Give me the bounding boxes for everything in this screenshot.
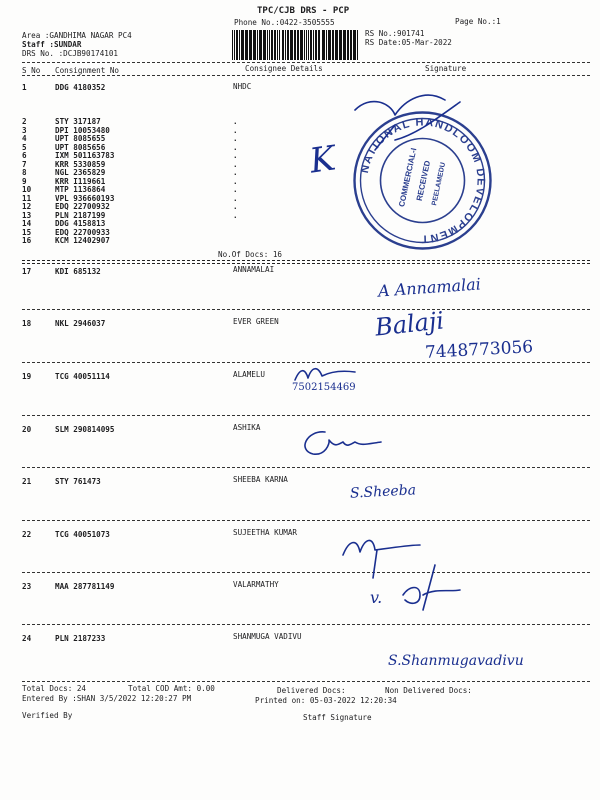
group-item-consignment: MTP 1136864 (55, 185, 106, 194)
group-item-consignment: KRR 5330859 (55, 159, 106, 169)
svg-text:COMMERCIAL-I: COMMERCIAL-I (397, 147, 419, 208)
signature-ashika (295, 422, 385, 462)
group-item-dot: . (233, 151, 238, 160)
rs-number: RS No.:901741 (365, 29, 425, 38)
no-of-docs: No.Of Docs: 16 (218, 250, 283, 259)
row-sno: 22 (22, 530, 32, 539)
group-item-sno: 16 (22, 236, 32, 245)
group-item-dot: . (233, 210, 238, 220)
signature-valarmathy-scribble (395, 560, 465, 615)
delivered-docs: Delivered Docs: (277, 686, 346, 695)
phone-number: Phone No.:0422-3505555 (234, 18, 335, 27)
group-item-sno: 11 (22, 193, 32, 203)
group-item-consignment: DPI 10053480 (55, 125, 110, 135)
group-item-consignment: IXM 501163783 (55, 151, 115, 160)
group-item-consignment: EDQ 22700933 (55, 227, 110, 237)
page-number: Page No.:1 (455, 17, 501, 26)
row-divider (22, 572, 590, 573)
divider (22, 681, 590, 682)
row-consignment: NKL 2946037 (55, 319, 106, 328)
printed-on: Printed on: 05-03-2022 12:20:34 (255, 696, 397, 705)
group-item-sno: 15 (22, 227, 32, 237)
row-consignee: SHANMUGA VADIVU (233, 632, 302, 641)
group-item-sno: 13 (22, 210, 32, 220)
group-item-dot: . (233, 185, 238, 194)
signature-annamalai: A Annamalai (377, 274, 482, 301)
row-sno: 21 (22, 477, 32, 486)
signature-shanmuga: S.Shanmugavadivu (388, 653, 524, 669)
row-divider (22, 415, 590, 416)
barcode-image (232, 30, 360, 60)
group-item-consignment: UPT 8085655 (55, 134, 106, 143)
group-item-dot: . (233, 134, 238, 143)
group-item-sno: 8 (22, 168, 27, 177)
row-consignment: TCG 40051114 (55, 372, 110, 381)
row-consignment: TCG 40051073 (55, 530, 110, 539)
row-consignment: SLM 290814095 (55, 425, 115, 434)
signature-phone-evergreen: 7448773056 (424, 337, 534, 363)
row-consignee: ANNAMALAI (233, 265, 275, 274)
group-first-consignment: DDG 4180352 (55, 83, 106, 92)
group-item-consignment: KRR I119661 (55, 176, 106, 186)
signature-phone-alamelu: 7502154469 (292, 382, 356, 393)
group-item-dot: . (233, 125, 238, 135)
group-item-dot: . (233, 176, 238, 186)
group-item-consignment: VPL 936660193 (55, 193, 115, 203)
group-item-consignment: NGL 2365829 (55, 168, 106, 177)
group-item-sno: 6 (22, 151, 27, 160)
signature-alamelu (290, 362, 360, 384)
staff-signature: Staff Signature (303, 713, 372, 722)
row-sno: 20 (22, 425, 32, 434)
column-consignee: Consignee Details (245, 64, 323, 73)
group-item-sno: 9 (22, 176, 27, 186)
row-sno: 24 (22, 634, 32, 643)
group-item-dot: . (233, 202, 238, 211)
group-item-dot: . (233, 193, 238, 203)
stamp-scribble (335, 80, 475, 160)
drs-number: DRS No. :DCJB90174101 (22, 49, 119, 58)
rs-date: RS Date:05-Mar-2022 (365, 38, 452, 47)
row-consignee: SUJEETHA KUMAR (233, 528, 298, 537)
group-item-sno: 2 (22, 117, 27, 126)
row-consignee: ASHIKA (233, 423, 261, 432)
divider (22, 75, 590, 76)
divider (22, 263, 590, 264)
row-consignee: VALARMATHY (233, 580, 279, 589)
group-item-sno: 7 (22, 159, 27, 169)
column-signature: Signature (425, 64, 467, 73)
row-consignment: STY 761473 (55, 477, 101, 486)
row-consignee: SHEEBA KARNA (233, 475, 288, 484)
row-divider (22, 520, 590, 521)
group-first-sno: 1 (22, 83, 27, 92)
group-item-consignment: DDG 4158813 (55, 219, 106, 228)
total-docs: Total Docs: 24 (22, 684, 87, 693)
signature-valarmathy: v. (370, 588, 383, 607)
signature-sheeba: S.Sheeba (349, 482, 417, 502)
svg-text:NATIONAL HANDLOOM DEVELOPMENT: NATIONAL HANDLOOM DEVELOPMENT (358, 116, 487, 245)
group-item-consignment: PLN 2187199 (55, 210, 106, 220)
signature-balaji: Balaji (373, 306, 446, 342)
group-first-consignee: NHDC (233, 82, 252, 91)
entered-by: Entered By :SHAN 3/5/2022 12:20:27 PM (22, 694, 192, 703)
row-sno: 19 (22, 372, 32, 381)
verified-by: Verified By (22, 711, 73, 720)
group-item-consignment: EDQ 22700932 (55, 202, 110, 211)
divider (22, 62, 590, 63)
group-item-sno: 5 (22, 142, 27, 152)
row-divider (22, 467, 590, 468)
group-item-dot: . (233, 117, 238, 126)
group-item-sno: 14 (22, 219, 32, 228)
group-item-sno: 12 (22, 202, 32, 211)
area-label: Area :GANDHIMA NAGAR PC4 (22, 31, 132, 40)
row-divider (22, 624, 590, 625)
non-delivered-docs: Non Delivered Docs: (385, 686, 472, 695)
stamp-initials: K (307, 138, 339, 182)
group-item-dot: . (233, 159, 238, 169)
row-sno: 17 (22, 267, 32, 276)
row-sno: 23 (22, 582, 32, 591)
row-consignee: ALAMELU (233, 370, 266, 379)
row-consignment: KDI 685132 (55, 267, 101, 276)
row-divider (22, 309, 590, 310)
column-sno: S No (22, 66, 41, 75)
group-item-consignment: KCM 12402907 (55, 236, 110, 245)
row-consignee: EVER GREEN (233, 317, 279, 326)
divider (22, 260, 590, 261)
document-title: TPC/CJB DRS - PCP (257, 6, 350, 16)
total-cod-amount: Total COD Amt: 0.00 (128, 684, 215, 693)
column-consignment: Consignment No (55, 66, 120, 75)
group-item-sno: 4 (22, 134, 27, 143)
row-sno: 18 (22, 319, 32, 328)
staff-label: Staff :SUNDAR (22, 40, 82, 49)
group-item-dot: . (233, 142, 238, 152)
group-item-dot: . (233, 168, 238, 177)
group-item-sno: 10 (22, 185, 32, 194)
group-item-consignment: STY 317187 (55, 117, 101, 126)
svg-text:RECEIVED: RECEIVED (414, 159, 433, 202)
group-item-sno: 3 (22, 125, 27, 135)
svg-text:PEELAMEDU: PEELAMEDU (431, 161, 448, 207)
group-item-consignment: UPT 8085656 (55, 142, 106, 152)
row-consignment: MAA 287781149 (55, 582, 115, 591)
row-consignment: PLN 2187233 (55, 634, 106, 643)
